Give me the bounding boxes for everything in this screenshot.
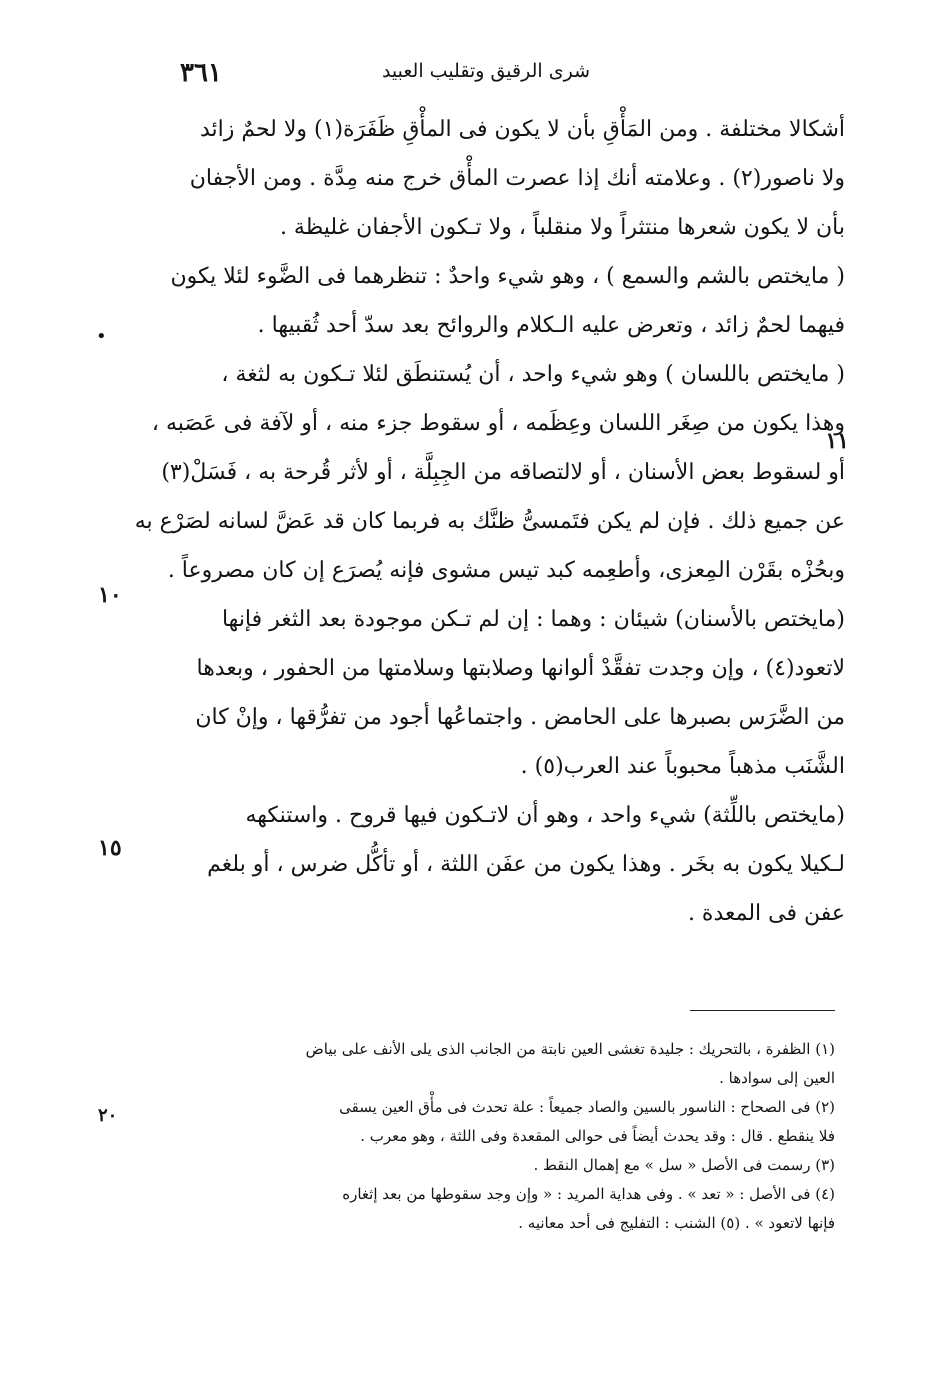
text-line: أشكالا مختلفة . ومن المَأْقِ بأن لا يكون فى المأْقِ ظَفَرَة(١) ولا لحمٌ زائد [199,117,845,142]
text-line: (مايختص بالأسنان) شيئان : وهما : إن لم تـكن موجودة بعد الثغر فإنها [221,607,845,632]
margin-line-number: ١١ [825,428,849,454]
running-title: شرى الرقيق وتقليب العبيد [381,60,590,82]
text-line: لاتعود(٤) ، وإن وجدت تفقَّدْ ألوانها وصلابتها وسلامتها من الحفور ، وبعدها [196,656,845,681]
text-line: وهذا يكون من صِغَر اللسان وعِظَمه ، أو سقوط جزء منه ، أو لآفة فى عَصَبه ، [151,411,845,436]
text-line: عفن فى المعدة . [687,901,845,926]
page-header [170,50,590,90]
footnote-separator [690,1010,835,1011]
footnotes [135,1035,835,1238]
text-line: ( مايختص بالشم والسمع ) ، وهو شيء واحدٌ : تنظرهما فى الضَّوء لئلا يكون [170,264,845,289]
page-number: ٣٦١ [180,58,222,88]
text-line: أو لسقوط بعض الأسنان ، أو لالتصاقه من الجِبِلَّة ، أو لأثر قُرحة به ، فَسَلْ(٣) [161,460,845,485]
text-line: فيهما لحمٌ زائد ، وتعرض عليه الـكلام والروائح بعد سدّ أحد ثُقبيها . [257,313,845,338]
footnote-line: (٤) فى الأصل : « تعد » . وفى هداية المريد : « وإن وجد سقوطها من بعد إثغاره [342,1185,835,1203]
footnote-line: (٢) فى الصحاح : الناسور بالسين والصاد جميعاً : علة تحدث فى مأْق العين يسقى [339,1098,835,1116]
footnote-line: العين إلى سوادها . [719,1069,835,1087]
margin-bullet-mark: • [96,326,107,347]
footnote-line: (٣) رسمت فى الأصل « سل » مع إهمال النقط . [533,1156,835,1174]
text-line: (مايختص باللِّثة) شيء واحد ، وهو أن لاتـكون فيها قروح . واستنكهه [245,803,845,828]
margin-line-number: ١٥ [98,835,122,861]
footnote-line: (١) الظفرة ، بالتحريك : جليدة تغشى العين نابتة من الجانب الذى يلى الأنف على بياض [305,1040,835,1058]
text-line: عن جميع ذلك . فإن لم يكن فتَمسىُّ ظنَّك به فربما كان قد عَضَّ لسانه لصَرْع به [134,509,845,534]
main-text [115,105,845,938]
footnote-line: فلا ينقطع . قال : وقد يحدث أيضاً فى حوالى المقعدة وفى اللثة ، وهو معرب . [360,1127,835,1145]
margin-line-number: ٢٠ [98,1105,118,1126]
text-line: وبحُزْه بقَرْن المِعزى، وأطعِمه كبد تيس مشوى فإنه يُصرَع إن كان مصروعاً . [167,558,845,583]
text-line: ( مايختص باللسان ) وهو شيء واحد ، أن يُستنطَق لئلا تـكون به لثغة ، [221,362,845,387]
footnote-line: فإنها لاتعود » . (٥) الشنب : التفليج فى أحد معانيه . [518,1214,835,1232]
text-line: بأن لا يكون شعرها منتثراً ولا منقلباً ، ولا تـكون الأجفان غليظة . [279,215,845,240]
text-line: ولا ناصور(٢) . وعلامته أنك إذا عصرت المأْق خرج منه مِدَّة . ومن الأجفان [189,166,845,191]
text-line: الشَّنَب مذهباً محبوباً عند العرب(٥) . [520,754,845,779]
margin-line-number: ١٠ [98,582,122,608]
text-line: لـكيلا يكون به بخَر . وهذا يكون من عفَن اللثة ، أو تأكُّل ضرس ، أو بلغم [207,852,845,877]
text-line: من الضَّرَس بصبرها على الحامض . واجتماعُها أجود من تفرُّقها ، وإنْ كان [195,705,845,730]
